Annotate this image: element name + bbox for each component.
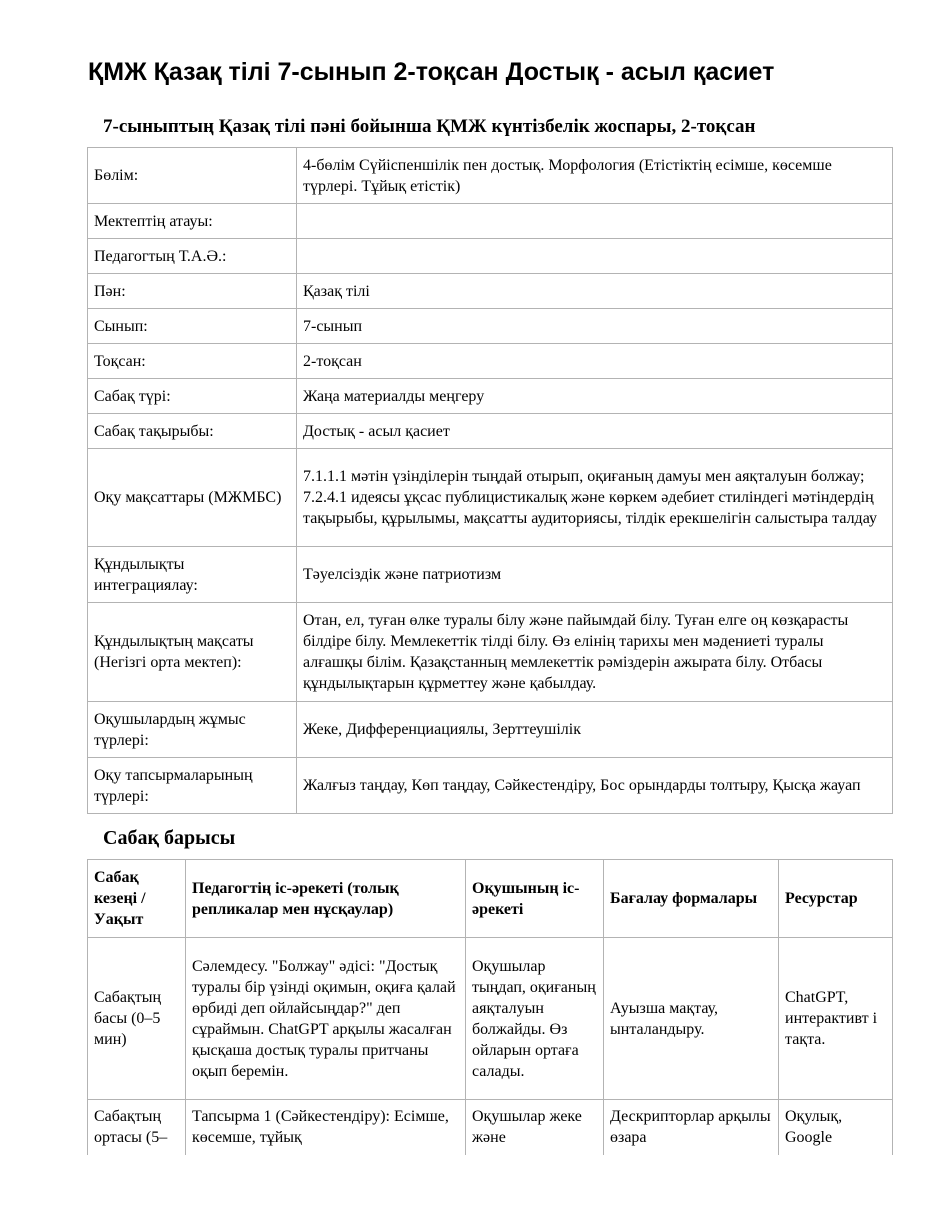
student-activity-cell: Оқушылар жеке және	[466, 1100, 604, 1156]
header-assessment: Бағалау формалары	[604, 860, 779, 938]
info-label: Мектептің атауы:	[88, 204, 297, 239]
page-title: ҚМЖ Қазақ тілі 7-сынып 2-тоқсан Достық - асыл қасиет	[88, 58, 775, 86]
lesson-row-middle	[88, 1100, 893, 1156]
assessment-cell: Ауызша мақтау, ынталандыру.	[604, 938, 779, 1100]
info-label: Педагогтың Т.А.Ә.:	[88, 239, 297, 274]
info-value: 4-бөлім Сүйіспеншілік пен достық. Морфология (Етістіктің есімше, көсемше түрлері. Тұйық етістік)	[297, 148, 893, 204]
stage-cell: Сабақтың басы (0–5 мин)	[88, 938, 186, 1100]
lesson-row-start	[88, 938, 893, 1100]
info-label: Құндылықты интеграциялау:	[88, 547, 297, 603]
info-label: Бөлім:	[88, 148, 297, 204]
lesson-flow-table	[87, 859, 893, 1155]
info-label: Оқушылардың жұмыс түрлері:	[88, 702, 297, 758]
stage-cell: Сабақтың ортасы (5–	[88, 1100, 186, 1156]
info-value: 7-сынып	[297, 309, 893, 344]
info-label: Тоқсан:	[88, 344, 297, 379]
teacher-activity-cell: Сәлемдесу. "Болжау" әдісі: "Достық туралы бір үзінді оқимын, оқиға қалай өрбиді деп ойлайсыңдар?" деп сұраймын. ChatGPT арқылы жасалған қысқаша достық туралы притчаны оқып беремін.	[186, 938, 466, 1100]
header-teacher-activity: Педагогтің іс-әрекеті (толық репликалар мен нұсқаулар)	[186, 860, 466, 938]
info-value: Жаңа материалды меңгеру	[297, 379, 893, 414]
info-label: Оқу тапсырмаларының түрлері:	[88, 758, 297, 814]
plan-subtitle: 7-сыныптың Қазақ тілі пәні бойынша ҚМЖ күнтізбелік жоспары, 2-тоқсан	[103, 116, 756, 137]
info-label: Сабақ түрі:	[88, 379, 297, 414]
info-label: Оқу мақсаттары (МЖМБС)	[88, 449, 297, 547]
info-label: Сынып:	[88, 309, 297, 344]
info-label: Сабақ тақырыбы:	[88, 414, 297, 449]
student-activity-cell: Оқушылар тыңдап, оқиғаның аяқталуын болжайды. Өз ойларын ортаға салады.	[466, 938, 604, 1100]
info-value: Достық - асыл қасиет	[297, 414, 893, 449]
header-student-activity: Оқушының іс-әрекеті	[466, 860, 604, 938]
resources-cell: ChatGPT, интерактивт і тақта.	[779, 938, 893, 1100]
info-value: Қазақ тілі	[297, 274, 893, 309]
info-value: Тәуелсіздік және патриотизм	[297, 547, 893, 603]
info-value: Жалғыз таңдау, Көп таңдау, Сәйкестендіру, Бос орындарды толтыру, Қысқа жауап	[297, 758, 893, 814]
info-label: Пән:	[88, 274, 297, 309]
header-resources: Ресурстар	[779, 860, 893, 938]
header-stage: Сабақ кезеңі / Уақыт	[88, 860, 186, 938]
assessment-cell: Дескрипторлар арқылы өзара	[604, 1100, 779, 1156]
info-value: 2-тоқсан	[297, 344, 893, 379]
lesson-flow-heading: Сабақ барысы	[103, 827, 236, 849]
resources-cell: Оқулық, Google	[779, 1100, 893, 1156]
info-value: 7.1.1.1 мәтін үзінділерін тыңдай отырып, оқиғаның дамуы мен аяқталуын болжау; 7.2.4.1 идеясы ұқсас публицистикалық және көркем әдебиет стиліндегі мәтіндердің тақырыбы, құрылымы, мақсатты аудиториясы, тілдік ерекшелігін салыстыра талдау	[297, 449, 893, 547]
info-label: Құндылықтың мақсаты (Негізгі орта мектеп):	[88, 603, 297, 702]
lesson-header-row	[88, 860, 893, 938]
info-value: Жеке, Дифференциациялы, Зерттеушілік	[297, 702, 893, 758]
teacher-activity-cell: Тапсырма 1 (Сәйкестендіру): Есімше, көсемше, тұйық	[186, 1100, 466, 1156]
info-value: Отан, ел, туған өлке туралы білу және пайымдай білу. Туған елге оң көзқарасты білдіре білу. Мемлекеттік тілді білу. Өз елінің тарихы мен мәдениеті туралы алғашқы білім. Қазақстанның мемлекеттік рәміздерін ажырата білу. Отбасы құндылықтарын құрметтеу және қабылдау.	[297, 603, 893, 702]
